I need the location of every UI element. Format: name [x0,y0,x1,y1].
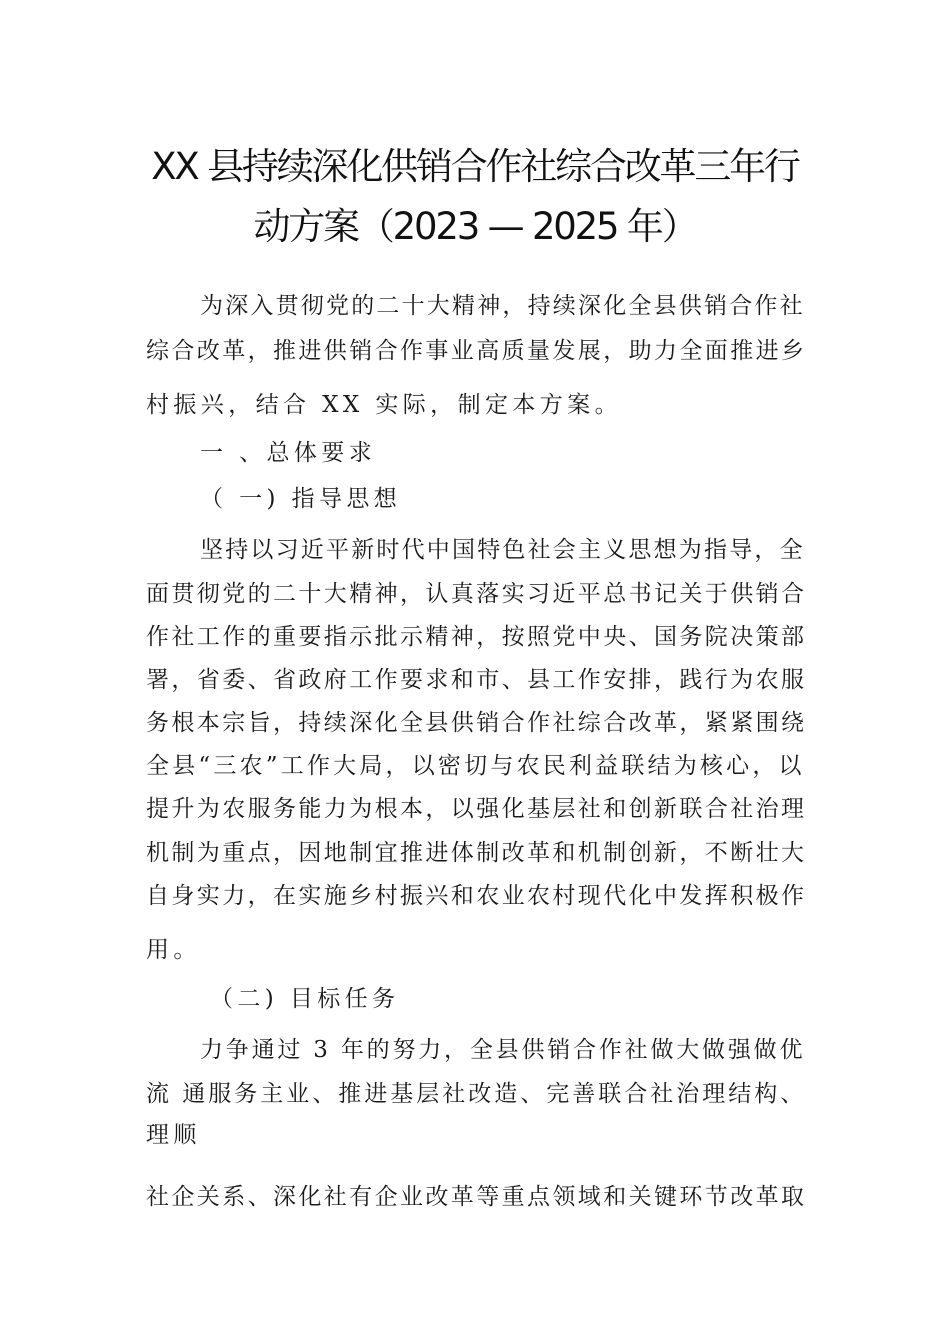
subsection-heading: （ 一) 指导思想 [200,486,402,512]
subsection-heading: （二) 目标任务 [210,986,400,1012]
paragraph-line: 用。 [146,937,201,963]
paragraph-line: 村振兴，结合 XX 实际，制定本方案。 [146,392,622,418]
paragraph-line: 理顺 [146,1122,201,1148]
paragraph-line: 力争通过 3 年的努力，全县供销合作社做大做强做优 [200,1037,806,1063]
paragraph-line: 综合改革，推进供销合作事业高质量发展，助力全面推进乡 [146,338,807,364]
paragraph-line: 全县“三农”工作大局，以密切与农民利益联结为核心，以 [146,753,805,779]
paragraph-line: 为深入贯彻党的二十大精神，持续深化全县供销合作社 [200,293,805,319]
paragraph-line: 机制为重点，因地制宜推进体制改革和机制创新，不断壮大 [146,840,807,866]
paragraph-line: 自身实力，在实施乡村振兴和农业农村现代化中发挥积极作 [146,883,807,909]
paragraph-line: 署，省委、省政府工作要求和市、县工作安排，践行为农服 [146,667,807,693]
document-title-line-1: XX 县持续深化供销合作社综合改革三年行 [151,145,799,188]
paragraph-line: 社企关系、深化社有企业改革等重点领域和关键环节改革取 [146,1184,807,1210]
paragraph-line: 流 通服务主业、推进基层社改造、完善联合社治理结构、 [146,1081,807,1107]
paragraph-line: 作社工作的重要指示批示精神，按照党中央、国务院决策部 [146,624,807,650]
paragraph-line: 务根本宗旨，持续深化全县供销合作社综合改革，紧紧围绕 [146,710,807,736]
paragraph-line: 坚持以习近平新时代中国特色社会主义思想为指导，全 [200,537,805,563]
paragraph-line: 面贯彻党的二十大精神，认真落实习近平总书记关于供销合 [146,581,807,607]
document-title-line-2: 动方案（2023 — 2025 年） [253,205,697,248]
section-heading: 一 、总体要求 [200,440,377,466]
paragraph-line: 提升为农服务能力为根本，以强化基层社和创新联合社治理 [146,796,807,822]
